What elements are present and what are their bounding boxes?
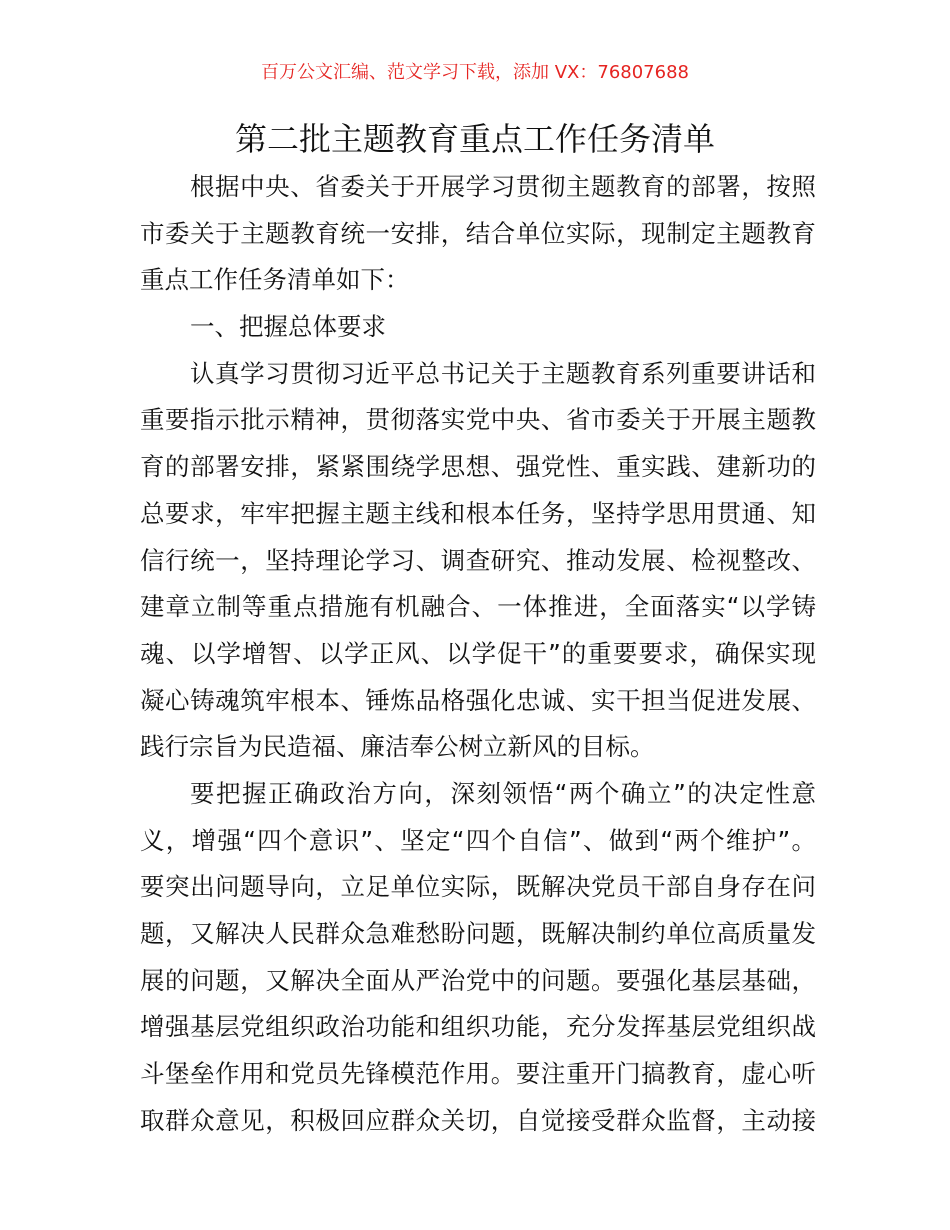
watermark-header: 百万公文汇编、范文学习下载，添加 VX：76807688	[261, 62, 689, 83]
section-heading	[140, 304, 816, 351]
text-line: 重要指示批示精神，贯彻落实党中央、省市委关于开展主题教	[140, 405, 816, 435]
text-line: 要把握正确政治方向，深刻领悟“两个确立”的决定性意	[190, 778, 816, 808]
text-line: 重点工作任务清单如下：	[140, 265, 410, 295]
text-line: 建章立制等重点措施有机融合、一体推进，全面落实“以学铸	[140, 592, 816, 622]
text-line: 展的问题，又解决全面从严治党中的问题。要强化基层基础，	[140, 965, 816, 995]
text-line: 要突出问题导向，立足单位实际，既解决党员干部自身存在问	[140, 872, 816, 902]
paragraph-intro	[140, 164, 816, 304]
text-line: 取群众意见，积极回应群众关切，自觉接受群众监督，主动接	[140, 1105, 816, 1135]
paragraph-requirements	[140, 351, 816, 771]
text-line: 魂、以学增智、以学正风、以学促干”的重要要求，确保实现	[140, 638, 816, 668]
text-line: 题，又解决人民群众急难愁盼问题，既解决制约单位高质量发	[140, 919, 816, 948]
document-body	[140, 164, 816, 1144]
text-line: 践行宗旨为民造福、廉洁奉公树立新风的目标。	[140, 732, 655, 762]
text-line: 总要求，牢牢把握主题主线和根本任务，坚持学思用贯通、知	[140, 498, 816, 528]
text-line: 育的部署安排，紧紧围绕学思想、强党性、重实践、建新功的	[140, 452, 816, 482]
text-line: 斗堡垒作用和党员先锋模范作用。要注重开门搞教育，虚心听	[140, 1059, 816, 1089]
paragraph-direction	[140, 771, 816, 1145]
text-line: 根据中央、省委关于开展学习贯彻主题教育的部署，按照	[190, 172, 816, 201]
text-line: 凝心铸魂筑牢根本、锤炼品格强化忠诚、实干担当促进发展、	[140, 685, 816, 715]
text-line: 义，增强“四个意识”、坚定“四个自信”、做到“两个维护”。	[140, 825, 816, 855]
text-line: 信行统一，坚持理论学习、调查研究、推动发展、检视整改、	[140, 545, 816, 575]
text-line: 市委关于主题教育统一安排，结合单位实际，现制定主题教育	[140, 218, 816, 248]
text-line: 增强基层党组织政治功能和组织功能，充分发挥基层党组织战	[140, 1012, 816, 1042]
document-title: 第二批主题教育重点工作任务清单	[234, 120, 715, 158]
text-line: 认真学习贯彻习近平总书记关于主题教育系列重要讲话和	[190, 358, 816, 388]
section-heading-text: 一、把握总体要求	[190, 312, 386, 342]
